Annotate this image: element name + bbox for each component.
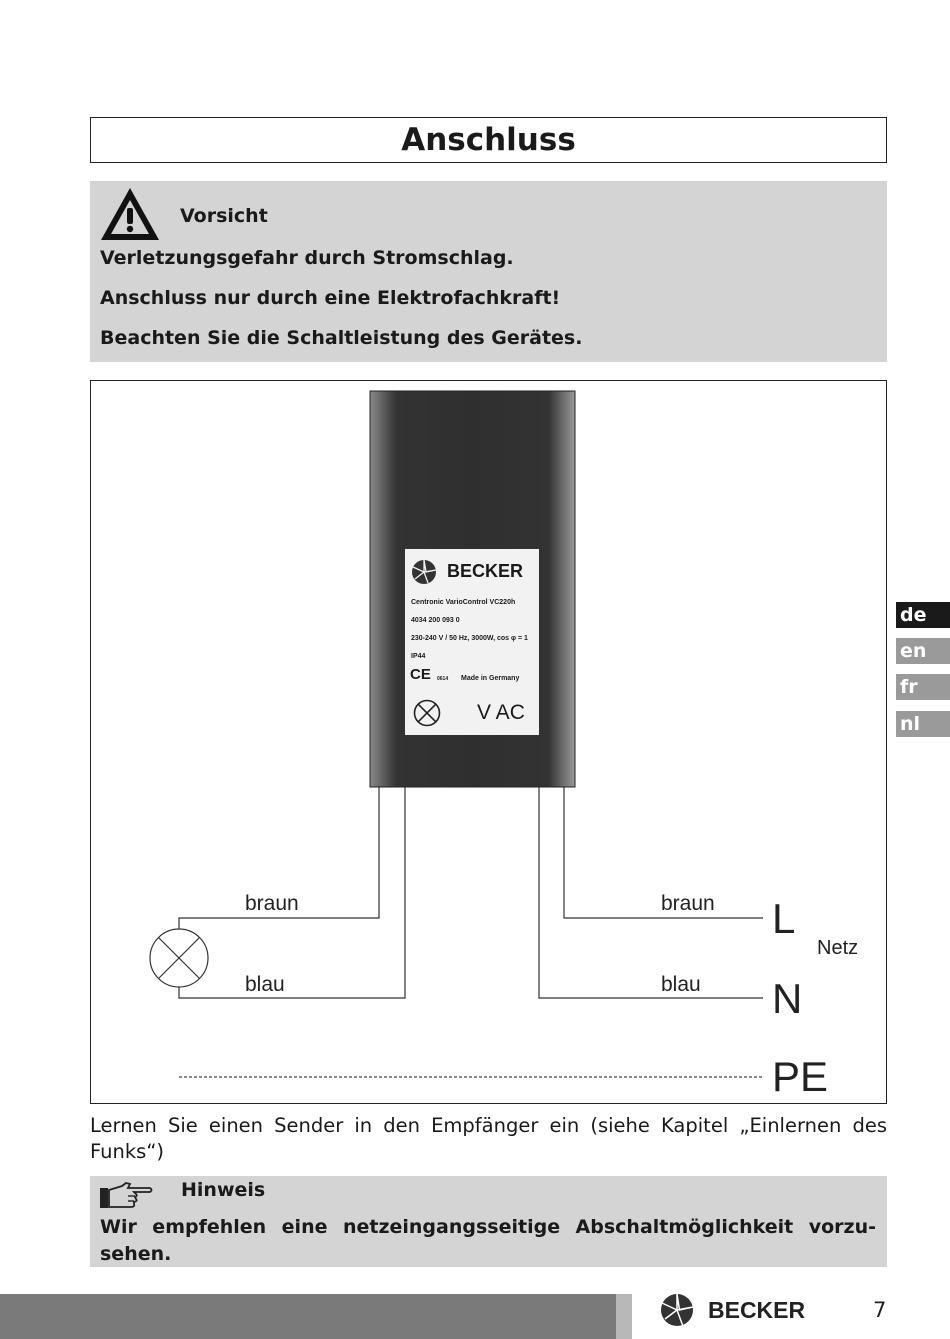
language-tab-fr[interactable]: fr (896, 674, 950, 700)
pointing-hand-icon (98, 1180, 154, 1212)
terminal-L: L (772, 895, 796, 942)
lamp-symbol-icon (413, 699, 441, 727)
warning-heading: Vorsicht (180, 205, 268, 227)
plate-ce-number: 0614 (437, 676, 449, 682)
plate-article: 4034 200 093 0 (411, 617, 460, 624)
footer-strip (616, 1294, 632, 1339)
plate-made-in: Made in Germany (461, 675, 520, 682)
wiring-diagram-drawing (91, 381, 886, 1103)
language-tab-en[interactable]: en (896, 638, 950, 664)
ce-mark-icon: CE (410, 666, 431, 683)
wire-right-blue (539, 787, 763, 998)
lamp-icon (150, 929, 208, 987)
plate-rating: 230-240 V / 50 Hz, 3000W, cos φ = 1 (411, 635, 528, 642)
language-tab-de[interactable]: de (896, 602, 950, 628)
note-box (90, 1176, 887, 1267)
footer-bar (0, 1294, 616, 1339)
wiring-diagram (90, 380, 887, 1104)
plate-vac: V AC (477, 701, 525, 724)
note-heading: Hinweis (181, 1179, 266, 1201)
instruction-paragraph: Lernen Sie einen Sender in den Empfänger ein (siehe Kapitel „Einlernen des Funks“) (90, 1114, 887, 1163)
wire-label-left-blue: blau (245, 973, 285, 996)
net-label: Netz (817, 937, 859, 959)
footer-brand: BECKER (708, 1297, 806, 1323)
plate-ip: IP44 (411, 653, 426, 660)
warning-line: Verletzungsgefahr durch Stromschlag. (100, 247, 514, 269)
page-number: 7 (873, 1298, 887, 1322)
warning-line: Anschluss nur durch eine Elektrofachkraft! (100, 287, 561, 309)
terminal-PE: PE (772, 1053, 829, 1100)
wire-label-right-blue: blau (661, 973, 701, 996)
note-text: Wir empfehlen eine netzeingangsseitige Abschaltmöglichkeit vorzu-sehen. (100, 1216, 876, 1265)
warning-box (90, 181, 887, 362)
device-label-plate (405, 549, 539, 735)
warning-triangle-icon (98, 185, 162, 243)
title-box (90, 117, 887, 163)
plate-brand: BECKER (447, 561, 524, 581)
wire-label-right-brown: braun (661, 892, 715, 915)
page-title: Anschluss (401, 122, 576, 158)
plate-product: Centronic VarioControl VC220h (411, 599, 516, 606)
wire-label-left-brown: braun (245, 892, 299, 915)
warning-line: Beachten Sie die Schaltleistung des Gerätes. (100, 327, 583, 349)
language-tab-nl[interactable]: nl (896, 711, 950, 737)
becker-logo-icon (411, 559, 437, 585)
becker-footer-logo-icon (660, 1293, 694, 1327)
terminal-N: N (772, 975, 803, 1022)
